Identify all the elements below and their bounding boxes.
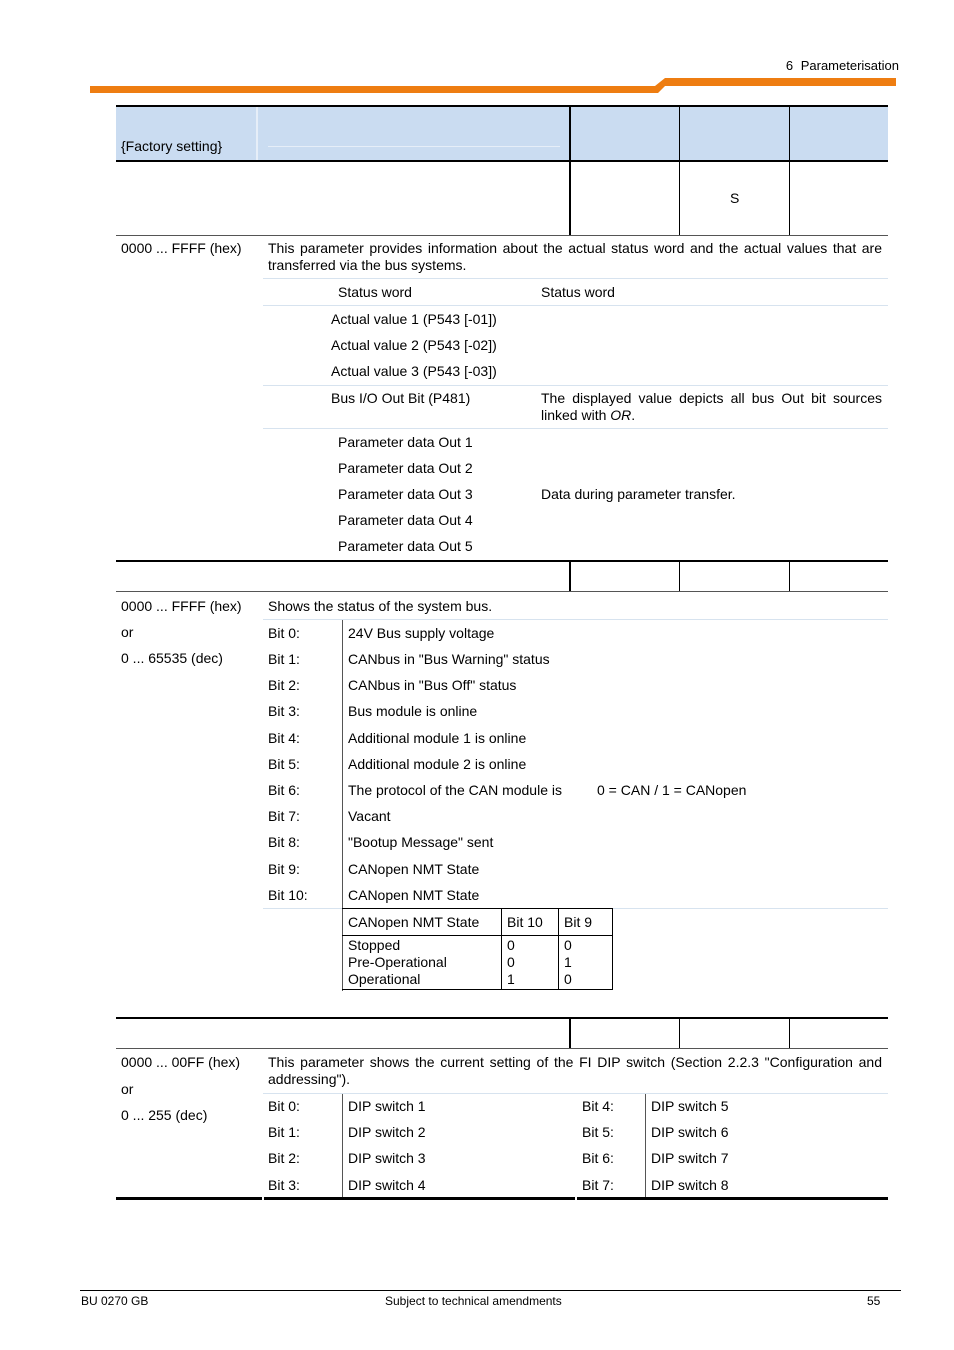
nmt-bit9-value: 1 — [564, 954, 572, 970]
value-range: 0000 ... FFFF (hex) — [121, 240, 242, 256]
document-id: BU 0270 GB — [81, 1294, 149, 1308]
dip-switch-label: DIP switch 6 — [651, 1124, 729, 1140]
dip-switch-label: DIP switch 2 — [348, 1124, 426, 1140]
bit-description: CANbus in "Bus Off" status — [348, 677, 517, 693]
nmt-bit9-value: 0 — [564, 937, 572, 953]
value-range-hex: 0000 ... 00FF (hex) — [121, 1054, 241, 1070]
nmt-state: Operational — [348, 971, 421, 987]
nmt-bit10-value: 1 — [507, 971, 515, 987]
bit-label: Bit 4: — [268, 730, 300, 746]
page-number: 55 — [867, 1294, 881, 1308]
bit-label: Bit 3: — [268, 703, 300, 719]
parameter-description: This parameter shows the current setting of the FI DIP switch (Section 2.2.3 "Configuration and addressing"). — [268, 1054, 882, 1087]
nmt-state: Stopped — [348, 937, 401, 953]
bit-label: Bit 2: — [268, 677, 300, 693]
value-range-hex: 0000 ... FFFF (hex) — [121, 598, 242, 614]
row-value: Status word — [541, 284, 615, 300]
dip-switch-label: DIP switch 4 — [348, 1177, 426, 1193]
bit-description: 24V Bus supply voltage — [348, 625, 495, 641]
bit-label: Bit 3: — [268, 1177, 300, 1193]
bit-description: Bus module is online — [348, 703, 478, 719]
nmt-header-state: CANopen NMT State — [348, 914, 480, 930]
nmt-header-bit10: Bit 10 — [507, 914, 543, 930]
nmt-state: Pre-Operational — [348, 954, 447, 970]
nmt-bit10-value: 0 — [507, 937, 515, 953]
factory-setting-label: {Factory setting} — [121, 138, 223, 154]
bit-label: Bit 5: — [268, 756, 300, 772]
table-bottom-rule — [116, 1197, 262, 1200]
bit-label: Bit 6: — [582, 1150, 614, 1166]
nmt-bit9-value: 0 — [564, 971, 572, 987]
bit-label: Bit 7: — [582, 1177, 614, 1193]
row-label: Parameter data Out 4 — [338, 512, 473, 528]
bit-description: Additional module 1 is online — [348, 730, 527, 746]
row-label: Actual value 3 (P543 [-03]) — [331, 363, 497, 379]
bit-label: Bit 0: — [268, 1098, 300, 1114]
row-value: The displayed value depicts all bus Out bit sources linked with OR. — [541, 390, 882, 423]
row-label: Parameter data Out 5 — [338, 538, 473, 554]
bit-label: Bit 1: — [268, 1124, 300, 1140]
table-header-band — [116, 106, 888, 160]
bit-description: Additional module 2 is online — [348, 756, 527, 772]
parameter-description: Shows the status of the system bus. — [268, 598, 493, 614]
dip-switch-label: DIP switch 7 — [651, 1150, 729, 1166]
chapter-heading: 6 Parameterisation — [785, 58, 899, 73]
row-label: Actual value 1 (P543 [-01]) — [331, 311, 497, 327]
row-label: Parameter data Out 2 — [338, 460, 473, 476]
bit-description: CANopen NMT State — [348, 887, 480, 903]
bit-description: The protocol of the CAN module is — [348, 782, 562, 798]
bit-label: Bit 4: — [582, 1098, 614, 1114]
bit-label: Bit 10: — [268, 887, 308, 903]
dip-switch-label: DIP switch 5 — [651, 1098, 729, 1114]
bit-label: Bit 6: — [268, 782, 300, 798]
bit-description: "Bootup Message" sent — [348, 834, 494, 850]
bit-label: Bit 0: — [268, 625, 300, 641]
row-value: Data during parameter transfer. — [541, 486, 736, 502]
bit-label: Bit 1: — [268, 651, 300, 667]
value-range-dec: 0 ... 65535 (dec) — [121, 650, 223, 666]
value-range-dec: 0 ... 255 (dec) — [121, 1107, 208, 1123]
dip-switch-label: DIP switch 8 — [651, 1177, 729, 1193]
value-range-or: or — [121, 1081, 134, 1097]
bit-label: Bit 5: — [582, 1124, 614, 1140]
row-label: Bus I/O Out Bit (P481) — [331, 390, 471, 406]
bit-description: CANopen NMT State — [348, 861, 480, 877]
dip-switch-label: DIP switch 1 — [348, 1098, 426, 1114]
nmt-header-bit9: Bit 9 — [564, 914, 593, 930]
bit-label: Bit 9: — [268, 861, 300, 877]
bit-value-note: 0 = CAN / 1 = CANopen — [597, 782, 747, 798]
footer-notice: Subject to technical amendments — [385, 1294, 562, 1308]
row-label: Parameter data Out 1 — [338, 434, 473, 450]
bit-label: Bit 8: — [268, 834, 300, 850]
parameter-description: This parameter provides information about the actual status word and the actual values that are transferred via the bus systems. — [268, 240, 882, 273]
bit-label: Bit 7: — [268, 808, 300, 824]
nmt-bit10-value: 0 — [507, 954, 515, 970]
value-range-or: or — [121, 624, 134, 640]
bit-label: Bit 2: — [268, 1150, 300, 1166]
bit-description: Vacant — [348, 808, 391, 824]
header-accent-bar — [90, 78, 896, 95]
row-label: Status word — [338, 284, 412, 300]
bit-description: CANbus in "Bus Warning" status — [348, 651, 550, 667]
dip-switch-label: DIP switch 3 — [348, 1150, 426, 1166]
row-label: Parameter data Out 3 — [338, 486, 473, 502]
row-label: Actual value 2 (P543 [-02]) — [331, 337, 497, 353]
parameter-access-s: S — [730, 190, 740, 206]
footer-rule — [80, 1290, 901, 1291]
